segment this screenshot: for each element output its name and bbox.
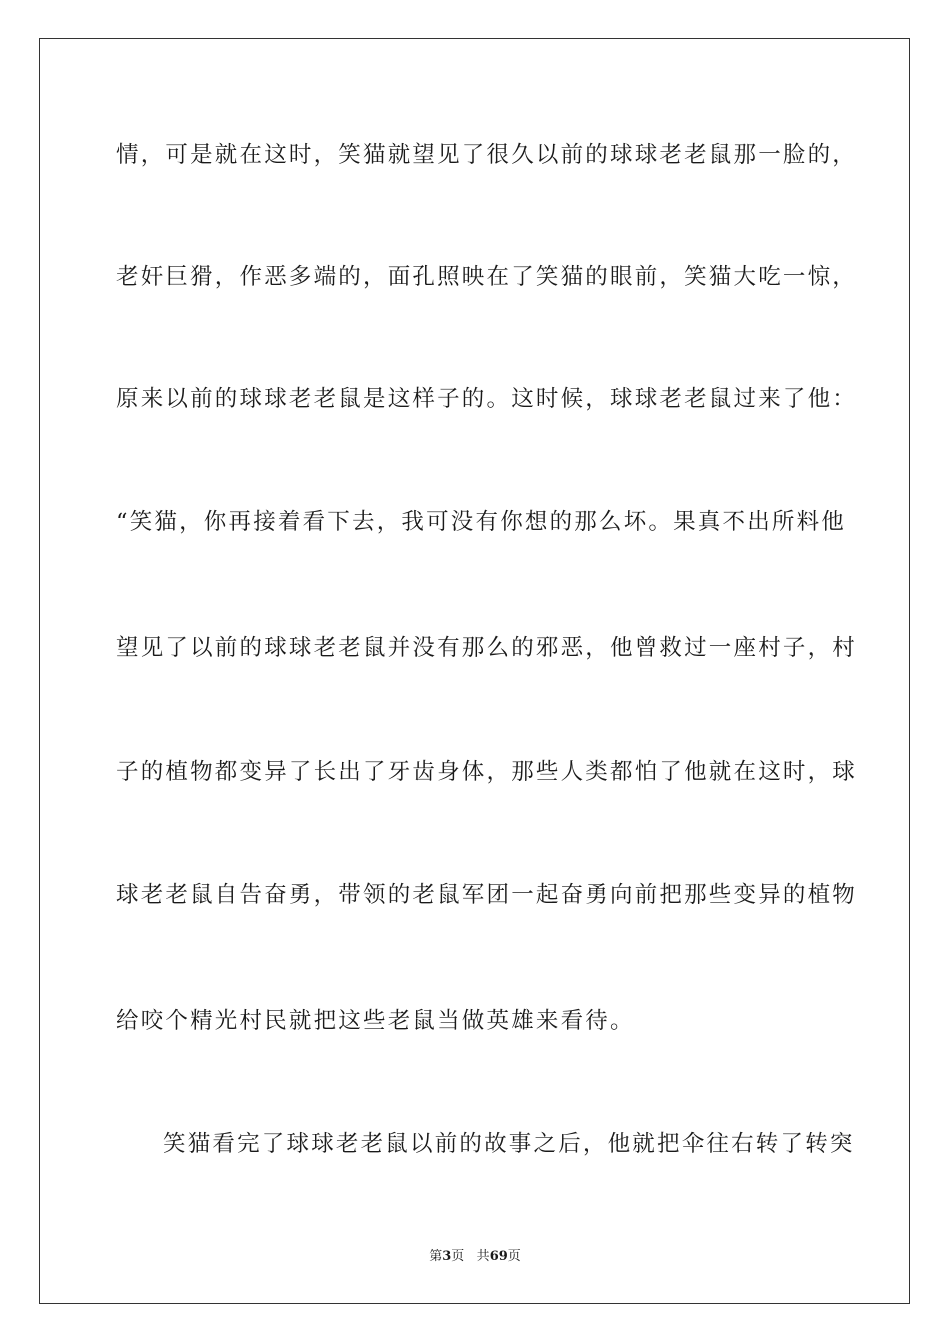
paragraph-line: 望见了以前的球球老老鼠并没有那么的邪恶，他曾救过一座村子，村 [116, 635, 858, 661]
total-page-count: 69 [489, 1249, 508, 1264]
total-prefix: 共 [476, 1249, 490, 1264]
paragraph-line-indented: 笑猫看完了球球老老鼠以前的故事之后，他就把伞往右转了转突 [163, 1131, 855, 1157]
total-suffix: 页 [507, 1249, 521, 1264]
page-border [39, 38, 910, 1304]
page-suffix: 页 [451, 1249, 465, 1264]
paragraph-line: “笑猫，你再接着看下去，我可没有你想的那么坏。果真不出所料他 [116, 509, 847, 535]
page-footer [0, 1248, 950, 1266]
paragraph-line: 子的植物都变异了长出了牙齿身体，那些人类都怕了他就在这时，球 [116, 759, 858, 785]
current-page-number: 3 [442, 1249, 452, 1264]
paragraph-line: 老奸巨猾，作恶多端的，面孔照映在了笑猫的眼前，笑猫大吃一惊， [116, 264, 858, 290]
paragraph-line: 情，可是就在这时，笑猫就望见了很久以前的球球老老鼠那一脸的， [116, 142, 858, 168]
page-prefix: 第 [429, 1249, 443, 1264]
paragraph-line: 球老老鼠自告奋勇，带领的老鼠军团一起奋勇向前把那些变异的植物 [116, 882, 858, 908]
paragraph-line: 原来以前的球球老老鼠是这样子的。这时候，球球老老鼠过来了他： [116, 386, 858, 412]
paragraph-line: 给咬个精光村民就把这些老鼠当做英雄来看待。 [116, 1008, 635, 1034]
